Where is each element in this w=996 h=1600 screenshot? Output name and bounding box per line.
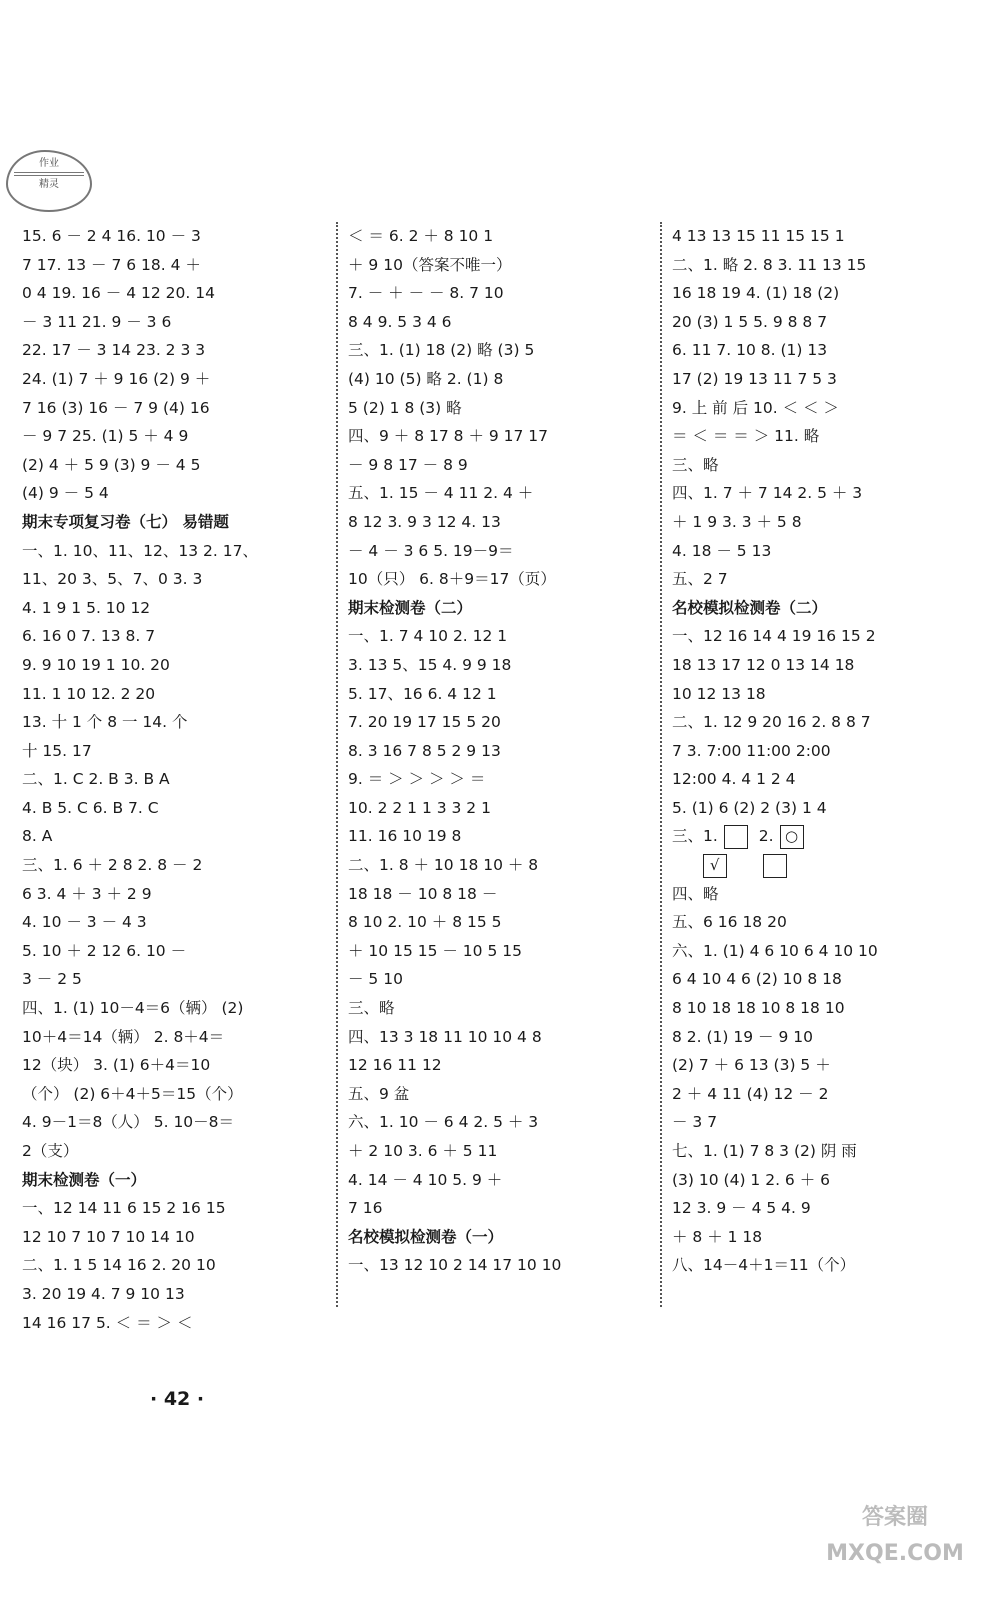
answer-line: 8 4 9. 5 3 4 6 [348,312,452,331]
answer-line: 4. 1 9 1 5. 10 12 [22,598,151,617]
answer-line: 六、1. (1) 4 6 10 6 4 10 10 [672,941,878,960]
answer-line: 二、1. C 2. B 3. B A [22,770,170,789]
answer-line: 5. 10 ＋ 2 12 6. 10 － [22,941,187,960]
answer-line: 五、1. 15 － 4 11 2. 4 ＋ [348,484,534,503]
answer-line: 4. 9－1＝8（人） 5. 10－8＝ [22,1113,235,1132]
answer-line: 五、2 7 [672,570,728,589]
answer-line: 12 16 11 12 [348,1056,442,1075]
answer-line: 四、略 [672,884,719,903]
stamp-top-text: 作业 [39,158,59,169]
answer-line: 三、1. (1) 18 (2) 略 (3) 5 [348,341,535,360]
question-2-label: 2. [753,827,774,846]
answer-line: 4. 18 － 5 13 [672,541,772,560]
answer-line: 12:00 4. 4 1 2 4 [672,770,796,789]
answer-line: 四、9 ＋ 8 17 8 ＋ 9 17 17 [348,427,549,446]
answer-line: － 9 8 17 － 8 9 [348,455,468,474]
answer-line: (2) 4 ＋ 5 9 (3) 9 － 4 5 [22,455,201,474]
answer-line: 7 3. 7:00 11:00 2:00 [672,741,831,760]
answer-line: 一、1. 7 4 10 2. 12 1 [348,627,508,646]
answer-line: ＋ 1 9 3. 3 ＋ 5 8 [672,512,802,531]
answer-line: 24. (1) 7 ＋ 9 16 (2) 9 ＋ [22,369,211,388]
answer-line: － 3 7 [672,1113,718,1132]
answer-line: 10. 2 2 1 1 3 3 2 1 [348,798,491,817]
answer-column-1 [22,222,327,1332]
answer-line: 二、1. 8 ＋ 10 18 10 ＋ 8 [348,856,539,875]
answer-line: 12（块） 3. (1) 6＋4＝10 [22,1056,211,1075]
answer-line: 四、1. (1) 10－4＝6（辆） (2) [22,999,244,1018]
section-heading: 名校模拟检测卷（一） [348,1227,504,1246]
answer-line: － 4 － 3 6 5. 19－9＝ [348,541,514,560]
watermark-line-1: 答案圈 [861,1505,928,1530]
answer-line: 2 ＋ 4 11 (4) 12 － 2 [672,1084,829,1103]
answer-line: 十 15. 17 [22,741,92,760]
answer-line: 4. 14 － 4 10 5. 9 ＋ [348,1170,503,1189]
check-in-square-shape: √ [703,854,727,878]
answer-line: 11. 16 10 19 8 [348,827,462,846]
answer-line: 4 13 13 15 11 15 15 1 [672,227,845,245]
empty-square-shape-2 [763,854,787,878]
answer-line: ＋ 8 ＋ 1 18 [672,1227,763,1246]
answer-line: 3 － 2 5 [22,970,82,989]
answer-line: 二、1. 1 5 14 16 2. 20 10 [22,1256,216,1275]
answer-line: 10＋4＝14（辆） 2. 8＋4＝ [22,1027,225,1046]
answer-line: 二、1. 略 2. 8 3. 11 13 15 [672,255,867,274]
answer-line: 12 3. 9 － 4 5 4. 9 [672,1199,811,1218]
answer-line: 一、1. 10、11、12、13 2. 17、 [22,541,258,560]
answer-line: 5 (2) 1 8 (3) 略 [348,398,462,417]
answer-line: 9. 9 10 19 1 10. 20 [22,655,170,674]
answer-line: ＝ ＜ ＝ ＝ ＞ 11. 略 [672,427,820,446]
answer-line: 5. (1) 6 (2) 2 (3) 1 4 [672,798,827,817]
answer-line: 6. 16 0 7. 13 8. 7 [22,627,156,646]
answer-line: 22. 17 － 3 14 23. 2 3 3 [22,341,206,360]
page-number: · 42 · [150,1388,205,1410]
homework-stamp [6,150,92,212]
answer-line: 6 4 10 4 6 (2) 10 8 18 [672,970,842,989]
answer-line: 一、12 14 11 6 15 2 16 15 [22,1199,226,1218]
answer-column-3 [672,222,972,1312]
watermark-line-2: MXQE.COM [826,1541,964,1566]
answer-line: 18 13 17 12 0 13 14 18 [672,655,855,674]
answer-line: 4. 10 － 3 － 4 3 [22,913,147,932]
answer-line: 5. 17、16 6. 4 12 1 [348,684,497,703]
answer-line: 六、1. 10 － 6 4 2. 5 ＋ 3 [348,1113,539,1132]
circle-in-square-shape: ○ [780,825,804,849]
answer-line: (4) 9 － 5 4 [22,484,109,503]
answer-line: 8 10 18 18 10 8 18 10 [672,999,845,1018]
answer-line: 8. 3 16 7 8 5 2 9 13 [348,741,501,760]
answer-line: 15. 6 － 2 4 16. 10 － 3 [22,227,201,245]
answer-column-2 [348,222,648,1312]
answer-line: (2) 7 ＋ 6 13 (3) 5 ＋ [672,1056,831,1075]
answer-line: 四、13 3 18 11 10 10 4 8 [348,1027,542,1046]
answer-line: 4. B 5. C 6. B 7. C [22,798,159,817]
answer-line: ＋ 2 10 3. 6 ＋ 5 11 [348,1142,498,1160]
answer-line: 7 16 (3) 16 － 7 9 (4) 16 [22,398,210,417]
answer-line [672,851,972,880]
answer-line: ＋ 9 10（答案不唯一） [348,255,512,274]
section-heading: 期末检测卷（二） [348,598,473,617]
answer-line: 8 2. (1) 19 － 9 10 [672,1027,813,1046]
answer-line: ＋ 10 15 15 － 10 5 15 [348,941,522,960]
answer-line: 14 16 17 5. ＜ ＝ ＞ ＜ [22,1313,193,1332]
answer-line: 7 16 [348,1199,383,1218]
answer-line: 8 12 3. 9 3 12 4. 13 [348,512,501,531]
answer-line: 五、6 16 18 20 [672,913,787,932]
answer-line: 三、略 [672,455,719,474]
answer-line: 三、1. 2. ○ [672,822,972,851]
answer-line: ＜ ＝ 6. 2 ＋ 8 10 1 [348,227,494,245]
answer-line: 三、1. 6 ＋ 2 8 2. 8 － 2 [22,856,203,875]
answer-line: (4) 10 (5) 略 2. (1) 8 [348,369,504,388]
answer-line: 10 12 13 18 [672,684,766,703]
answer-line: 2（支） [22,1142,79,1160]
answer-line: － 5 10 [348,970,403,989]
answer-line: 16 18 19 4. (1) 18 (2) [672,284,840,303]
answer-line: 20 (3) 1 5 5. 9 8 8 7 [672,312,828,331]
answer-line: 13. 十 1 个 8 一 14. 个 [22,713,188,732]
answer-line: 7. － ＋ － － 8. 7 10 [348,284,504,303]
answer-line: 8 10 2. 10 ＋ 8 15 5 [348,913,502,932]
section-heading: 名校模拟检测卷（二） [672,598,828,617]
answer-line: 五、9 盆 [348,1084,410,1103]
answer-line: 17 (2) 19 13 11 7 5 3 [672,369,837,388]
answer-line: (3) 10 (4) 1 2. 6 ＋ 6 [672,1170,830,1189]
answer-line: 7 17. 13 － 7 6 18. 4 ＋ [22,255,201,274]
answer-line: － 9 7 25. (1) 5 ＋ 4 9 [22,427,189,446]
answer-line: 9. 上 前 后 10. ＜ ＜ ＞ [672,398,839,417]
stamp-middle-text [14,172,84,176]
answer-line: 8. A [22,827,53,846]
answer-line: 七、1. (1) 7 8 3 (2) 阴 雨 [672,1142,857,1160]
answer-line: 18 18 － 10 8 18 － [348,884,498,903]
answer-line: 3. 13 5、15 4. 9 9 18 [348,655,512,674]
section-heading: 期末专项复习卷（七） 易错题 [22,512,229,531]
answer-line: 0 4 19. 16 － 4 12 20. 14 [22,284,215,303]
answer-line: 11. 1 10 12. 2 20 [22,684,156,703]
answer-line: 12 10 7 10 7 10 14 10 [22,1227,195,1246]
answer-line: 四、1. 7 ＋ 7 14 2. 5 ＋ 3 [672,484,863,503]
column-divider-2 [660,222,662,1307]
answer-line: 三、略 [348,999,395,1018]
answer-line: 7. 20 19 17 15 5 20 [348,713,501,732]
answer-line: 11、20 3、5、7、0 3. 3 [22,570,203,589]
answer-line: 一、13 12 10 2 14 17 10 10 [348,1256,562,1275]
answer-line: 二、1. 12 9 20 16 2. 8 8 7 [672,713,871,732]
answer-line: 八、14－4＋1＝11（个） [672,1256,856,1275]
answer-line: 6 3. 4 ＋ 3 ＋ 2 9 [22,884,152,903]
answer-line: 一、12 16 14 4 19 16 15 2 [672,627,876,646]
answer-line: 9. ＝ ＞ ＞ ＞ ＞ ＝ [348,770,486,789]
column-divider-1 [336,222,338,1307]
answer-line: （个） (2) 6＋4＋5＝15（个） [22,1084,243,1103]
stamp-bottom-text: 精灵 [39,179,59,190]
answer-line: 3. 20 19 4. 7 9 10 13 [22,1284,185,1303]
site-watermark [810,1500,980,1580]
answer-line: 10（只） 6. 8＋9＝17（页） [348,570,556,589]
section-heading: 期末检测卷（一） [22,1170,147,1189]
answer-line: 6. 11 7. 10 8. (1) 13 [672,341,828,360]
answer-line: － 3 11 21. 9 － 3 6 [22,312,172,331]
empty-square-shape [724,825,748,849]
